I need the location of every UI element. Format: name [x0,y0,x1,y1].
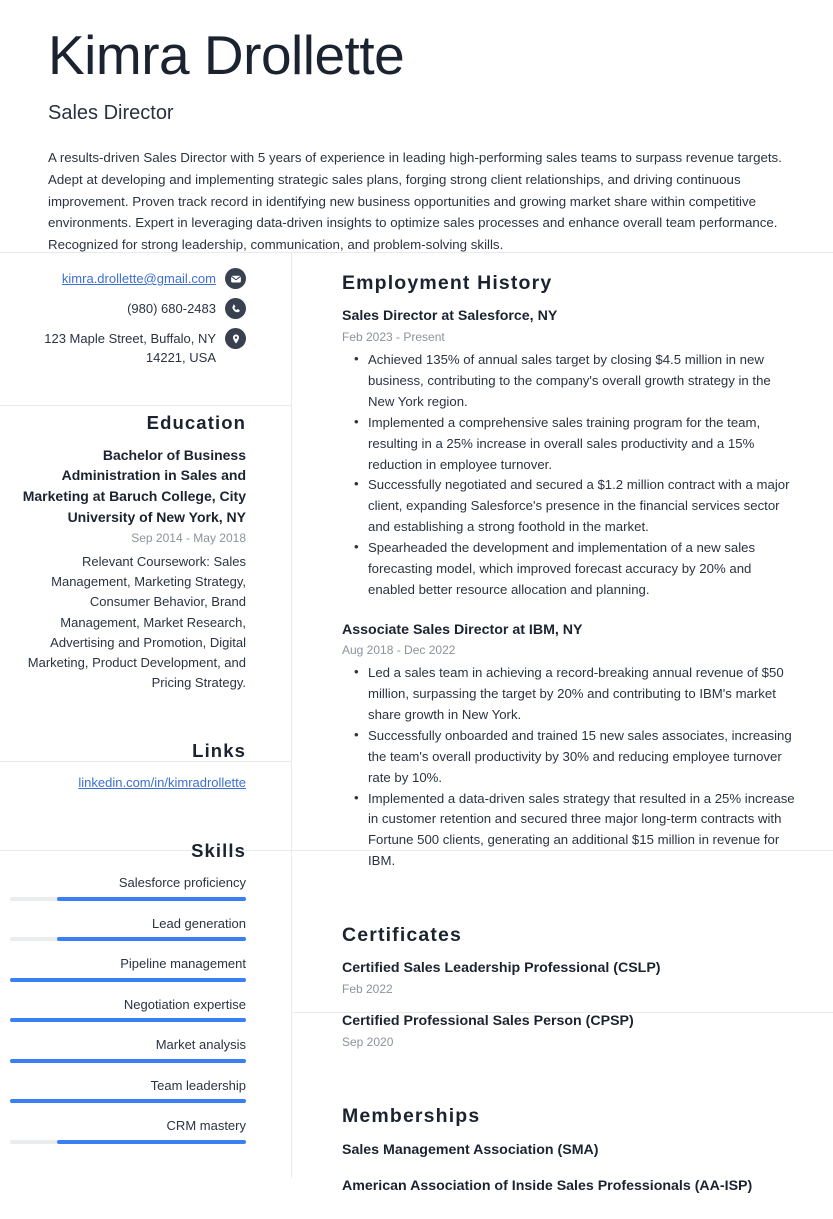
skill-track [10,1140,246,1144]
main-column [291,253,833,1219]
contact-row-phone[interactable] [10,298,246,319]
page-title: Kimra Drollette [48,24,405,86]
certificate-title: Certified Professional Sales Person (CPSP) [342,1013,634,1030]
employment-entry-title: Sales Director at Salesforce, NY [342,308,558,325]
employment-history-heading: Employment History [342,272,553,294]
resume-body [0,253,833,1219]
memberships-section [342,1078,800,1219]
employment-entry-date: Feb 2023 - Present [342,330,445,345]
link-item-linkedin[interactable]: linkedin.com/in/kimradrollette [78,775,246,791]
links-heading: Links [192,740,246,762]
contact-row-address [10,328,246,368]
skills-heading: Skills [191,839,246,861]
envelope-icon [225,268,246,289]
bullet-item: • Implemented a data-driven sales strategy that resulted in a 25% increase in customer retention and secured three major long-term contracts with Fortune 500 clients, generating an additional $15 million in revenue for IBM. [368,789,800,872]
skill-track [10,1099,246,1103]
skill-label: Market analysis [155,1037,246,1053]
email-value[interactable]: kimra.drollette@gmail.com [61,271,216,286]
skill-label: Pipeline management [120,956,246,972]
skill-label: Salesforce proficiency [118,875,246,891]
education-heading: Education [146,411,246,433]
skill-track [10,1059,246,1063]
employment-history-section [342,253,800,897]
certificate-title: Certified Sales Leadership Professional (CSLP) [342,960,661,977]
skill-item [10,954,246,982]
certificate-date: Sep 2020 [342,1035,394,1050]
skill-label: Team leadership [150,1077,246,1093]
skill-track [10,897,246,901]
employment-entry-title: Associate Sales Director at IBM, NY [342,621,583,638]
skill-track [10,1018,246,1022]
employment-entry-date: Aug 2018 - Dec 2022 [342,643,456,658]
skill-item [10,1116,246,1144]
skill-item [10,914,246,942]
contact-row-email[interactable] [10,268,246,289]
professional-summary: A results-driven Sales Director with 5 years of experience in leading high-performing sales teams to surpass revenue targets. Adept at developing and implementing strategic sales plans, forging strong client relationships, and driving continuous improvement. Proven track record in identifying new business opportunities and growing market share within competitive environments. Expert in leveraging data-driven insights to optimize sales processes and enhance overall team performance. Recognized for strong leadership, communication, and problem-solving skills. [48,150,782,253]
skill-fill [57,937,246,941]
contact-block [10,253,246,390]
bullet-item: • Implemented a comprehensive sales training program for the team, resulting in a 25% increase in overall sales productivity and a 15% reduction in employee turnover. [368,413,800,476]
certificate-entry [342,1012,800,1051]
bullet-item: • Spearheaded the development and implementation of a new sales forecasting model, which improved forecast accuracy by 20% and enabled better resource allocation and planning. [368,538,800,601]
resume-header [0,0,833,273]
certificates-heading: Certificates [342,924,463,947]
skill-track [10,978,246,982]
skills-section [10,818,246,1154]
bullet-item: • Successfully onboarded and trained 15 new sales associates, increasing the team's overall productivity by 30% and reducing employee turnover rate by 10%. [368,726,800,789]
bullet-item: • Achieved 135% of annual sales target by closing $4.5 million in new business, contributing to the company's overall growth strategy in the New York region. [368,350,800,413]
certificates-section [342,897,800,1078]
skill-item [10,995,246,1023]
bullet-item: • Led a sales team in achieving a record-breaking annual revenue of $50 million, surpassing the target by 20% and contributing to IBM's market share growth in New York. [368,663,800,726]
employment-entry [342,621,800,872]
skill-fill [57,897,246,901]
certificate-date: Feb 2022 [342,982,393,997]
skill-item [10,873,246,901]
employment-entry-bullets [342,350,800,600]
memberships-heading: Memberships [342,1105,481,1128]
education-section [10,390,246,715]
skill-fill [10,1099,246,1103]
employment-entry-bullets [342,663,800,872]
links-section [10,715,246,818]
skill-label: Negotiation expertise [123,996,246,1012]
location-pin-icon [225,328,246,349]
education-degree: Bachelor of Business Administration in Sales and Marketing at Baruch College, City University of New York, NY [22,446,246,525]
membership-entry: Sales Management Association (SMA) [342,1141,599,1158]
skill-item [10,1035,246,1063]
membership-entry: American Association of Inside Sales Professionals (AA-ISP) [342,1178,753,1195]
job-title: Sales Director [48,102,174,125]
skill-fill [10,1059,246,1063]
skill-fill [10,978,246,982]
skill-label: CRM mastery [166,1118,246,1134]
employment-entry [342,307,800,600]
skill-fill [10,1018,246,1022]
phone-icon [225,298,246,319]
sidebar-column [0,253,291,1154]
skill-fill [57,1140,246,1144]
skill-label: Lead generation [152,915,246,931]
bullet-item: • Successfully negotiated and secured a $1.2 million contract with a major client, expanding Salesforce's presence in the financial services sector and establishing a strong foothold in the market. [368,475,800,538]
skill-track [10,937,246,941]
education-description: Relevant Coursework: Sales Management, Marketing Strategy, Consumer Behavior, Brand Management, Market Research, Advertising and Promotion, Digital Marketing, Product Development, and Pricing Strategy. [27,554,246,691]
address-value: 123 Maple Street, Buffalo, NY 14221, USA [44,331,216,365]
phone-value: (980) 680-2483 [127,301,216,316]
skill-item [10,1076,246,1104]
certificate-entry [342,959,800,998]
education-date: Sep 2014 - May 2018 [131,531,246,546]
